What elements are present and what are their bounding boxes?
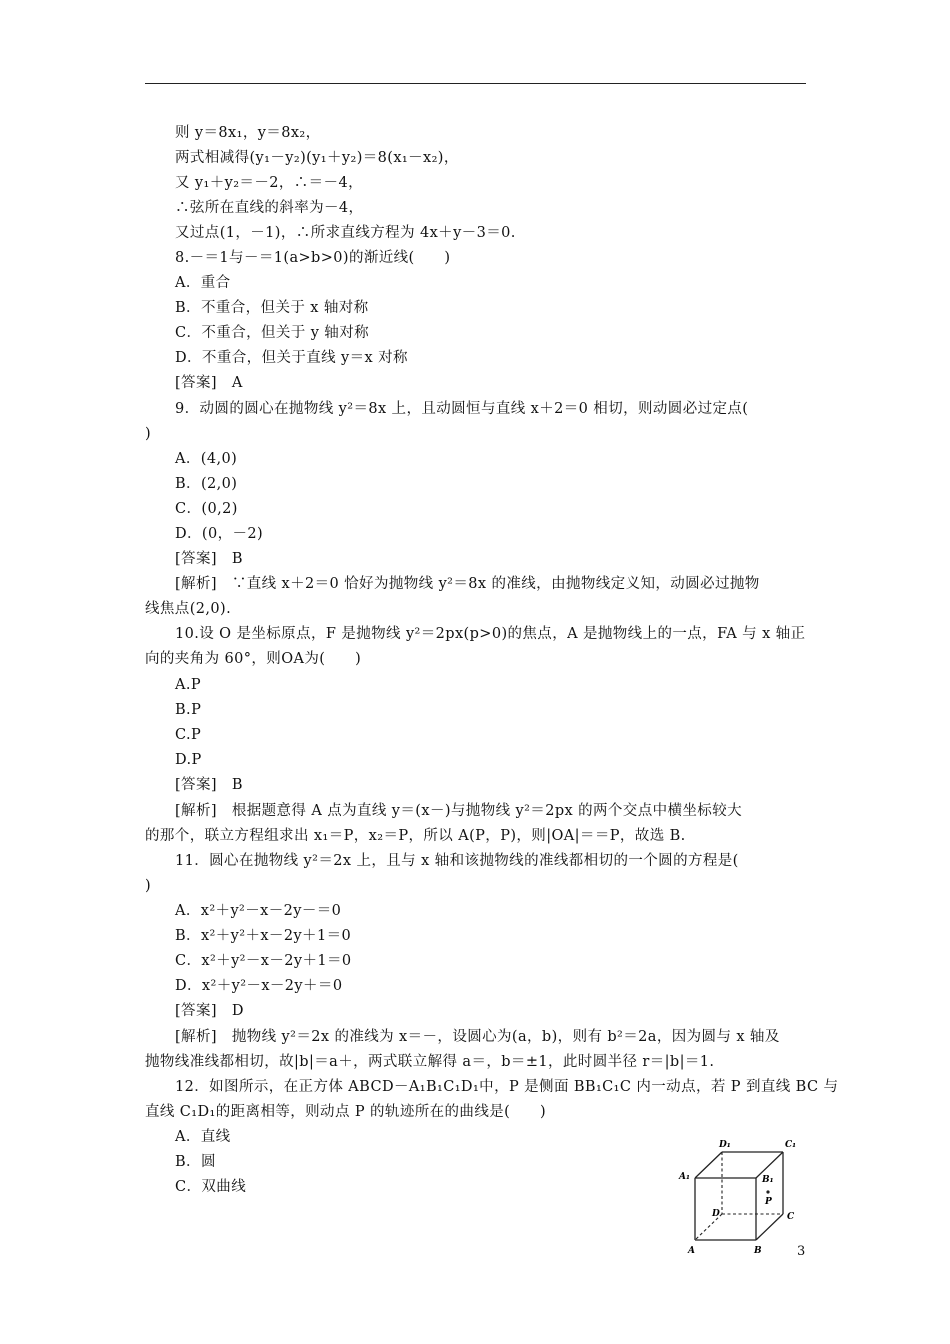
option-d: D．x²＋y²－x－2y＋＝0	[175, 978, 343, 994]
label-a: A	[688, 1246, 695, 1256]
option-b: B．圆	[175, 1154, 216, 1170]
question-12: 12．如图所示，在正方体 ABCD－A₁B₁C₁D₁中，P 是侧面 BB₁C₁C 内一动点，若 P 到直线 BC 与	[175, 1079, 839, 1095]
option-c: C．不重合，但关于 y 轴对称	[175, 325, 370, 341]
option-a: A.P	[175, 677, 202, 693]
option-d: D．(0，－2)	[175, 526, 264, 542]
label-c1: C₁	[785, 1140, 797, 1150]
label-p: P	[765, 1197, 772, 1207]
question-10-cont: 向的夹角为 60°，则OA为( )	[145, 651, 362, 667]
analysis: [解析] 根据题意得 A 点为直线 y＝(x－)与抛物线 y²＝2px 的两个交点中横坐标较大	[175, 803, 743, 819]
option-c: C.P	[175, 727, 202, 743]
label-c: C	[787, 1212, 795, 1222]
cube-figure	[676, 1136, 816, 1256]
text-line: 又过点(1，－1)，∴所求直线方程为 4x＋y－3＝0.	[175, 225, 516, 241]
option-a: A．重合	[175, 275, 231, 291]
text-line: 又 y₁＋y₂＝－2，∴＝－4，	[175, 175, 363, 191]
option-d: D．不重合，但关于直线 y＝x 对称	[175, 350, 408, 366]
question-8: 8.－＝1与－＝1(a>b>0)的渐近线( )	[175, 250, 451, 266]
option-c: C．双曲线	[175, 1179, 247, 1195]
option-a: A．直线	[175, 1129, 231, 1145]
question-9: 9．动圆的圆心在抛物线 y²＝8x 上，且动圆恒与直线 x＋2＝0 相切，则动圆必过定点(	[175, 401, 749, 417]
option-c: C．x²＋y²－x－2y＋1＝0	[175, 953, 352, 969]
option-b: B．(2,0)	[175, 476, 238, 492]
option-d: D.P	[175, 752, 202, 768]
question-11: 11．圆心在抛物线 y²＝2x 上，且与 x 轴和该抛物线的准线都相切的一个圆的方程是(	[175, 853, 739, 869]
question-12-cont: 直线 C₁D₁的距离相等，则动点 P 的轨迹所在的曲线是( )	[145, 1104, 547, 1120]
analysis-cont: 线焦点(2,0).	[145, 601, 232, 617]
label-d: D	[712, 1209, 720, 1219]
question-10: 10.设 O 是坐标原点，F 是抛物线 y²＝2px(p>0)的焦点，A 是抛物线上的一点，FA 与 x 轴正	[175, 626, 806, 642]
label-b: B	[754, 1246, 762, 1256]
page-number: 3	[797, 1244, 806, 1259]
option-a: A．(4,0)	[175, 451, 238, 467]
label-b1: B₁	[762, 1175, 774, 1185]
analysis: [解析] ∵直线 x＋2＝0 恰好为抛物线 y²＝8x 的准线，由抛物线定义知，动圆必过抛物	[175, 576, 760, 592]
option-b: B．x²＋y²＋x－2y＋1＝0	[175, 928, 352, 944]
option-b: B.P	[175, 702, 202, 718]
label-a1: A₁	[679, 1172, 690, 1182]
text-line: )	[145, 878, 152, 894]
answer: [答案] D	[175, 1003, 244, 1019]
analysis-cont: 抛物线准线都相切，故|b|＝a＋，两式联立解得 a＝，b＝±1，此时圆半径 r＝|b|＝1.	[145, 1054, 715, 1070]
option-c: C．(0,2)	[175, 501, 238, 517]
analysis: [解析] 抛物线 y²＝2x 的准线为 x＝－，设圆心为(a，b)，则有 b²＝2a，因为圆与 x 轴及	[175, 1029, 780, 1045]
point-p	[766, 1190, 769, 1193]
text-line: 则 y＝8x₁，y＝8x₂，	[175, 125, 321, 141]
text-line: )	[145, 426, 152, 442]
text-line: ∴弦所在直线的斜率为－4，	[175, 200, 364, 216]
answer: [答案] B	[175, 777, 243, 793]
answer: [答案] B	[175, 551, 243, 567]
text-line: 两式相减得(y₁－y₂)(y₁＋y₂)＝8(x₁－x₂)，	[175, 150, 459, 166]
option-b: B．不重合，但关于 x 轴对称	[175, 300, 369, 316]
answer: [答案] A	[175, 375, 243, 391]
analysis-cont: 的那个，联立方程组求出 x₁＝P，x₂＝P，所以 A(P，P)，则|OA|＝＝P，故选 B.	[145, 828, 686, 844]
option-a: A．x²＋y²－x－2y－＝0	[175, 903, 342, 919]
label-d1: D₁	[719, 1140, 731, 1150]
header-rule	[145, 83, 806, 84]
